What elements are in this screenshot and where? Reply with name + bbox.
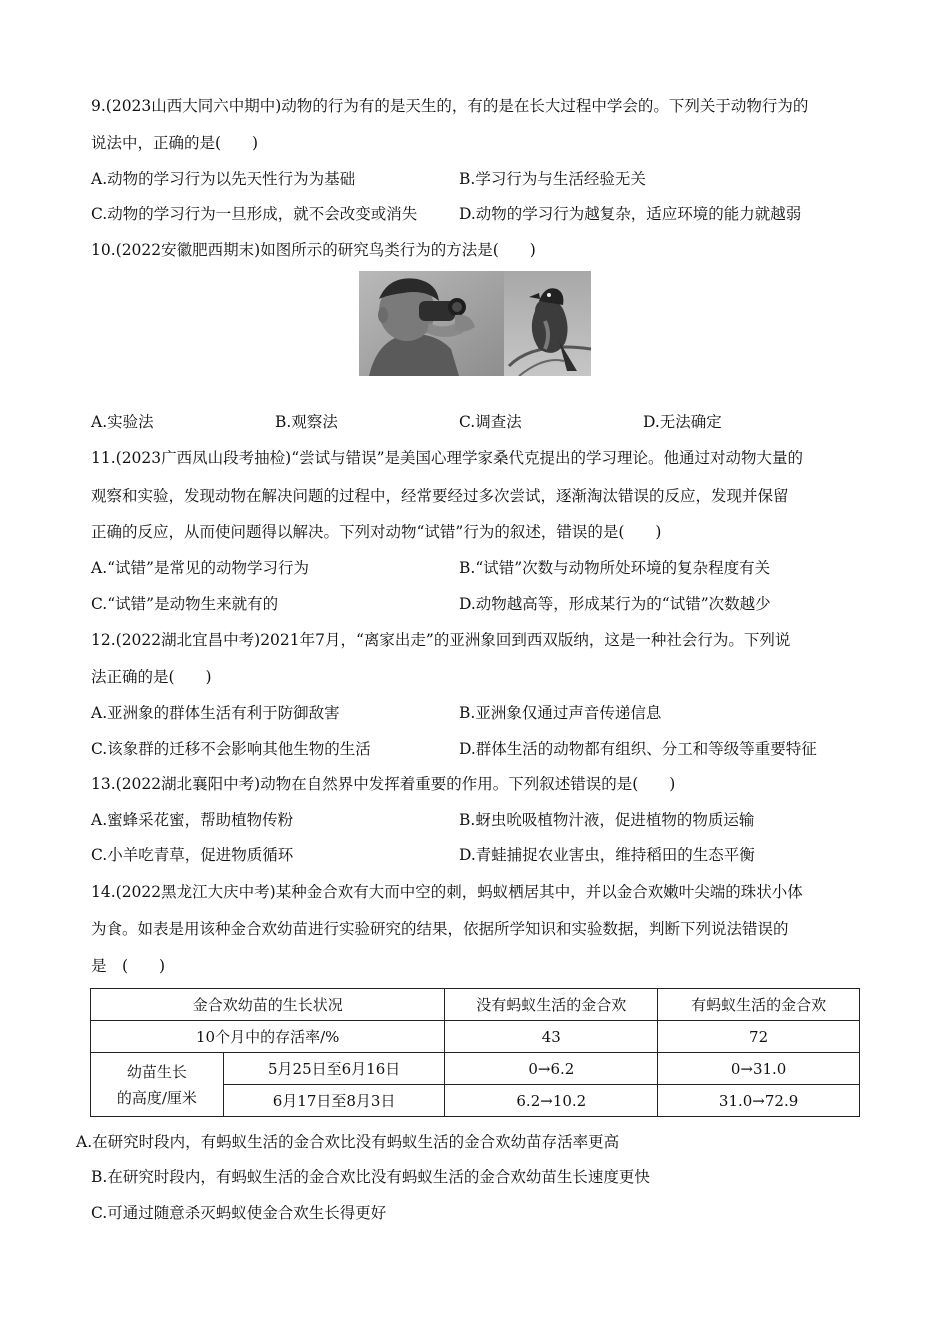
q14-option-a: A.在研究时段内，有蚂蚁生活的金合欢比没有蚂蚁生活的金合欢幼苗存活率更高 — [76, 1133, 620, 1151]
table-row — [91, 1053, 860, 1085]
q10-option-d: D.无法确定 — [643, 413, 722, 431]
q11-option-b: B.“试错”次数与动物所处环境的复杂程度有关 — [459, 559, 771, 577]
q11-option-d: D.动物越高等，形成某行为的“试错”次数越少 — [459, 595, 771, 613]
table-cell: 72 — [658, 1021, 860, 1053]
height-label-line2: 的高度/厘米 — [116, 1088, 197, 1107]
table-row — [91, 1021, 860, 1053]
q12-option-a: A.亚洲象的群体生活有利于防御敌害 — [91, 704, 340, 722]
q12-stem-line1: 12.(2022湖北宜昌中考)2021年7月，“离家出走”的亚洲象回到西双版纳，这是一种社会行为。下列说 — [91, 631, 791, 649]
table-header-cell: 金合欢幼苗的生长状况 — [91, 989, 445, 1021]
q13-stem: 13.(2022湖北襄阳中考)动物在自然界中发挥着重要的作用。下列叙述错误的是( ) — [91, 775, 676, 793]
table-header-cell: 没有蚂蚁生活的金合欢 — [445, 989, 658, 1021]
q9-option-d: D.动物的学习行为越复杂，适应环境的能力就越弱 — [459, 205, 802, 223]
q12-option-b: B.亚洲象仅通过声音传递信息 — [459, 704, 662, 722]
table-cell: 0→31.0 — [658, 1053, 860, 1085]
q11-stem-line1: 11.(2023广西凤山段考抽检)“尝试与错误”是美国心理学家桑代克提出的学习理论。他通过对动物大量的 — [91, 449, 804, 467]
period-label: 5月25日至6月16日 — [223, 1053, 445, 1085]
q12-stem-line2: 法正确的是( ) — [91, 668, 212, 686]
q10-option-b: B.观察法 — [275, 413, 338, 431]
q9-option-b: B.学习行为与生活经验无关 — [459, 170, 646, 188]
q14-stem-line1: 14.(2022黑龙江大庆中考)某种金合欢有大而中空的刺，蚂蚁栖居其中，并以金合欢嫩叶尖端的珠状小体 — [91, 883, 803, 901]
q11-stem-line2: 观察和实验，发现动物在解决问题的过程中，经常要经过多次尝试，逐渐淘汰错误的反应，发现并保留 — [91, 487, 789, 505]
q9-option-c: C.动物的学习行为一旦形成，就不会改变或消失 — [91, 205, 418, 223]
q12-option-d: D.群体生活的动物都有组织、分工和等级等重要特征 — [459, 740, 817, 758]
acacia-ant-table — [90, 988, 860, 1117]
q14-option-b: B.在研究时段内，有蚂蚁生活的金合欢比没有蚂蚁生活的金合欢幼苗生长速度更快 — [91, 1168, 650, 1186]
birdwatching-illustration — [359, 271, 591, 376]
q14-option-c: C.可通过随意杀灭蚂蚁使金合欢生长得更好 — [91, 1204, 387, 1222]
q11-option-a: A.“试错”是常见的动物学习行为 — [91, 559, 309, 577]
q11-option-c: C.“试错”是动物生来就有的 — [91, 595, 279, 613]
q10-stem: 10.(2022安徽肥西期末)如图所示的研究鸟类行为的方法是( ) — [91, 241, 536, 259]
height-label — [91, 1053, 224, 1117]
q12-option-c: C.该象群的迁移不会影响其他生物的生活 — [91, 740, 371, 758]
height-label-line1: 幼苗生长 — [126, 1062, 187, 1081]
q10-option-c: C.调查法 — [459, 413, 522, 431]
q14-stem-line3: 是 ( ) — [91, 957, 166, 975]
q11-stem-line3: 正确的反应，从而使问题得以解决。下列对动物“试错”行为的叙述，错误的是( ) — [91, 523, 662, 541]
table-header-cell: 有蚂蚁生活的金合欢 — [658, 989, 860, 1021]
q9-option-a: A.动物的学习行为以先天性行为为基础 — [91, 170, 356, 188]
q10-option-a: A.实验法 — [91, 413, 154, 431]
table-header-row — [91, 989, 860, 1021]
q14-stem-line2: 为食。如表是用该种金合欢幼苗进行实验研究的结果，依据所学知识和实验数据，判断下列说法错误的 — [91, 920, 789, 938]
table-cell: 31.0→72.9 — [658, 1085, 860, 1117]
q13-option-a: A.蜜蜂采花蜜，帮助植物传粉 — [91, 811, 294, 829]
q13-option-c: C.小羊吃青草，促进物质循环 — [91, 846, 294, 864]
q9-stem-line1: 9.(2023山西大同六中期中)动物的行为有的是天生的，有的是在长大过程中学会的。下列关于动物行为的 — [91, 97, 809, 115]
q13-option-d: D.青蛙捕捉农业害虫，维持稻田的生态平衡 — [459, 846, 755, 864]
birdwatching-photo — [359, 271, 591, 376]
survival-rate-label: 10个月中的存活率/% — [91, 1021, 445, 1053]
q13-option-b: B.蚜虫吮吸植物汁液，促进植物的物质运输 — [459, 811, 755, 829]
table-cell: 0→6.2 — [445, 1053, 658, 1085]
table-cell: 6.2→10.2 — [445, 1085, 658, 1117]
period-label: 6月17日至8月3日 — [223, 1085, 445, 1117]
q9-stem-line2: 说法中，正确的是( ) — [91, 134, 259, 152]
table-cell: 43 — [445, 1021, 658, 1053]
